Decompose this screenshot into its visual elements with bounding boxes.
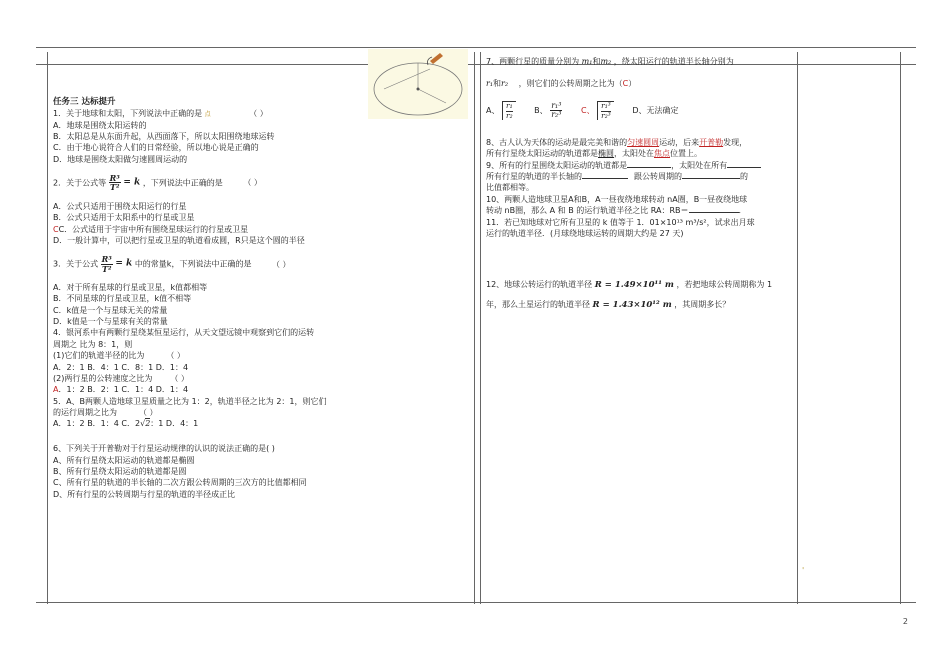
q3-option-d: D．k值是一个与星球有关的常量 bbox=[53, 317, 168, 327]
right-column bbox=[486, 56, 792, 315]
q2-option-b: B．公式只适用于太阳系中的行星或卫星 bbox=[53, 213, 195, 223]
q4-sub2-options: A．1：2 B．2：1 C．1：4 D．1：4 bbox=[53, 385, 189, 395]
q5-stem-line1: 5．A、B两颗人造地球卫星质量之比为 1：2，轨道半径之比为 2：1，则它们 bbox=[53, 396, 327, 406]
right-column-divider bbox=[797, 52, 798, 604]
q9-line1: 9、所有的行星围绕太阳运动的轨道都是 ，太阳处在所有 bbox=[486, 160, 792, 171]
center-divider-a bbox=[474, 52, 475, 604]
q2-formula: $\frac{\text{R³}}{\text{T²}}$ bbox=[109, 173, 120, 193]
q7-stem-line1: 7、两颗行星的质量分别为 m₁和m₂ ，绕太阳运行的轨道半长轴分别为 bbox=[486, 57, 734, 66]
q3-formula: $\frac{\text{R³}}{\text{T²}}$ bbox=[101, 254, 112, 274]
task-title: 任务三 达标提升 bbox=[53, 97, 116, 107]
q6-option-b: B、所有行星绕太阳运动的轨道都是圆 bbox=[53, 467, 187, 477]
left-border bbox=[47, 52, 48, 604]
q12-line2: 年，那么土星运行的轨道半径 R = 1.43×10¹² m ，其周期多长？ bbox=[486, 300, 731, 311]
q11-line1: 11．若已知地球对它所有卫星的 k 值等于 1．01×10¹³ m³/s²，试求出月球 bbox=[486, 217, 755, 227]
q2-stem: 2．关于公式等 $\frac{\text{R³}}{\text{T²}}$ = k ，下列说法中正确的是 （ ） bbox=[53, 173, 262, 193]
q1-option-d: D．地球是围绕太阳做匀速圆周运动的 bbox=[53, 154, 188, 164]
q1-option-c: C．由于地心说符合人们的日常经验，所以地心说是正确的 bbox=[53, 143, 259, 153]
q8-line2: 所有行星绕太阳运动的轨道都是椭圆，太阳处在焦点位置上。 bbox=[486, 149, 702, 159]
q1-stem: 1．关于地球和太阳，下列说法中正确的是 点 （ ） bbox=[53, 109, 268, 119]
q6-option-d: D、所有行星的公转周期与行星的轨道的半径成正比 bbox=[53, 489, 236, 499]
q4-sub1-options: A．2：1 B．4：1 C．8：1 D．1：4 bbox=[53, 362, 189, 372]
q9-line3: 比值都相等。 bbox=[486, 183, 534, 193]
q6-option-c: C、所有行星的轨道的半长轴的二次方跟公转周期的三次方的比值都相同 bbox=[53, 478, 307, 488]
left-column bbox=[53, 96, 473, 500]
q4-stem-line2: 周期之 比为 8：1，则 bbox=[53, 339, 133, 349]
center-divider-b bbox=[480, 52, 481, 604]
q7-stem-line2: r₁和r₂ ，则它们的公转周期之比为（C） bbox=[486, 79, 637, 88]
q7-optB-formula: $\frac{\text{r₁³}}{\text{r₂³}}$ bbox=[551, 100, 562, 119]
q3-stem: 3．关于公式 $\frac{\text{R³}}{\text{T²}}$ = k 中的常量k，下列说法中正确的是 （ ） bbox=[53, 254, 291, 274]
q5-stem-line2: 的运行周期之比为 （ ） bbox=[53, 407, 158, 417]
q6-option-a: A、所有行星绕太阳运动的轨道都是椭圆 bbox=[53, 455, 195, 465]
q3-option-c: C．k值是一个与星球无关的常量 bbox=[53, 305, 168, 315]
page-number: 2 bbox=[902, 617, 908, 626]
q6-stem: 6、下列关于开普勒对于行星运动规律的认识的说法正确的是( ) bbox=[53, 444, 275, 454]
margin-mark: ' bbox=[802, 566, 805, 575]
q3-option-b: B．不同星球的行星或卫星，k值不相等 bbox=[53, 294, 192, 304]
bottom-rule bbox=[36, 602, 916, 603]
q4-stem-line1: 4．银河系中有两颗行星绕某恒星运行，从天文望远镜中观察到它们的运转 bbox=[53, 328, 315, 338]
right-border bbox=[900, 52, 901, 604]
q4-sub1: (1)它们的轨道半径的比为 （ ） bbox=[53, 351, 185, 361]
q2-option-d: D．一般计算中，可以把行星或卫星的轨道看成圆，R只是这个圆的半径 bbox=[53, 235, 305, 245]
q5-options: A．1：2 B．1：4 C．2√2：1 D．4：1 bbox=[53, 419, 199, 429]
q2-option-a: A．公式只适用于围绕太阳运行的行星 bbox=[53, 201, 187, 211]
q12-line1: 12、地球公转运行的轨道半径 R = 1.49×10¹¹ m ，若把地球公转周期称为 1 bbox=[486, 280, 773, 291]
q7-options: A、 $\frac{\text{r₁}}{\text{r₂}}$ B、 $\frac{\text{r₁³}}{\text{r₂³}}$ C、 $\frac{\text{r₁³}}{\text{r₂³}}$ D、无法确定 bbox=[486, 100, 679, 120]
q1-option-a: A．地球是围绕太阳运转的 bbox=[53, 120, 147, 130]
q8-line1: 8、古人认为天体的运动是最完美和谐的匀速圆周运动，后来开普勒发现， bbox=[486, 138, 748, 147]
q1-option-b: B．太阳总是从东面升起，从西面落下，所以太阳围绕地球运转 bbox=[53, 131, 275, 141]
q7-optA-formula: $\frac{\text{r₁}}{\text{r₂}}$ bbox=[502, 101, 516, 120]
q10-line1: 10、两颗人造地球卫星A和B，A一昼夜绕地球转动 nA圈，B一昼夜绕地球 bbox=[486, 194, 748, 204]
q7-optC-formula: $\frac{\text{r₁³}}{\text{r₂³}}$ bbox=[597, 101, 614, 120]
q9-line2: 所有行星的轨道的半长轴的 跟公转周期的 的 bbox=[486, 172, 748, 182]
q2-option-c: CC．公式适用于宇宙中所有围绕星球运行的行星或卫星 bbox=[53, 224, 249, 234]
top-rule bbox=[36, 47, 916, 48]
q4-sub2: (2)两行星的公转速度之比为 （ ） bbox=[53, 373, 189, 383]
q11-line2: 运行的轨道半径．(月球绕地球运转的周期大约是 27 天) bbox=[486, 228, 684, 238]
q10-line2: 转动 nB圈，那么 A 和 B 的运行轨道半径之比 RA：RB＝ ． bbox=[486, 206, 747, 216]
q3-option-a: A．对于所有星球的行星或卫星，k值都相等 bbox=[53, 283, 208, 293]
